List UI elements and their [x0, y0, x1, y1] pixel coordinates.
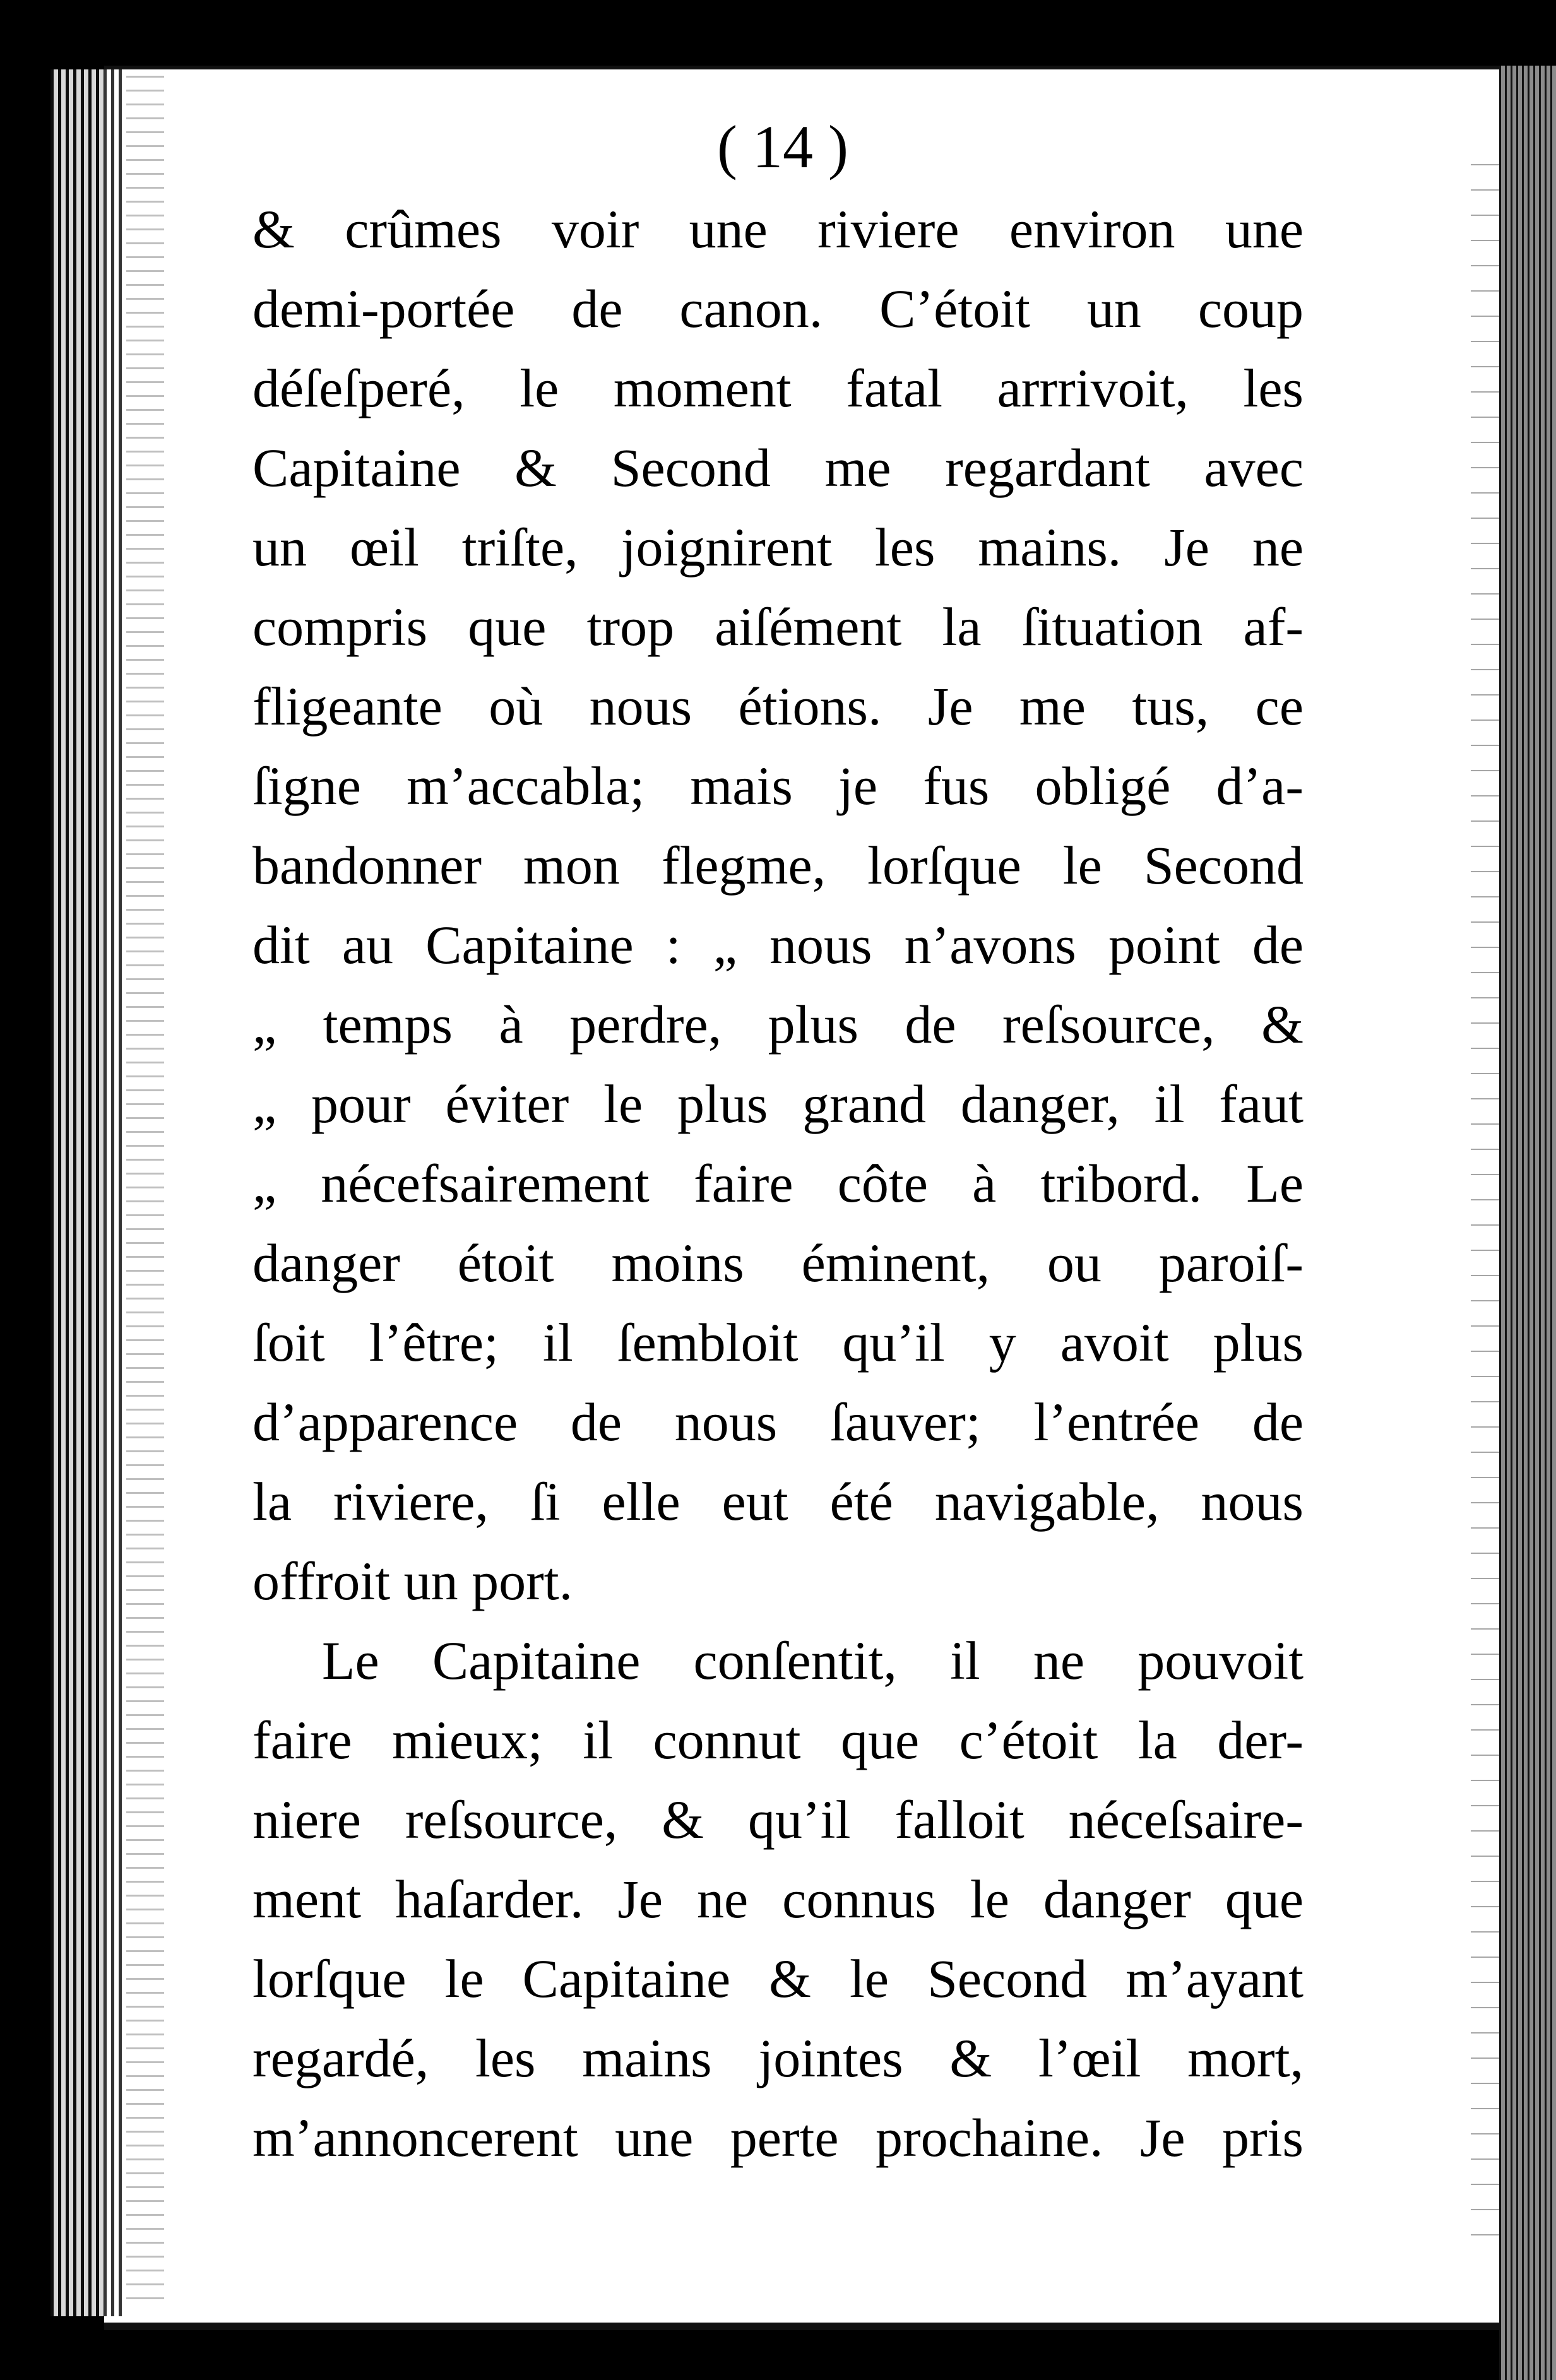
text-line: fligeante où nous étions. Je me tus, ce — [252, 676, 1304, 737]
text-line: niere reſsource, & qu’il falloit néceſsaire- — [252, 1789, 1304, 1850]
text-line: ſigne m’accabla; mais je fus obligé d’a- — [252, 755, 1304, 816]
scan-background — [0, 0, 1556, 66]
text-line: „ pour éviter le plus grand danger, il faut — [252, 1074, 1304, 1134]
text-line: compris que trop aiſément la ſituation af- — [252, 596, 1304, 657]
text-line: ſoit l’être; il ſembloit qu’il y avoit plus — [252, 1312, 1304, 1373]
text-line: regardé, les mains jointes & l’œil mort, — [252, 2028, 1304, 2088]
text-line: „ temps à perdre, plus de reſsource, & — [252, 994, 1304, 1055]
text-line: „ nécefsairement faire côte à tribord. Le — [252, 1153, 1304, 1214]
text-line: la riviere, ſi elle eut été navigable, nous — [252, 1471, 1304, 1532]
page-number: ( 14 ) — [717, 113, 848, 181]
text-line: & crûmes voir une riviere environ une — [252, 199, 1304, 259]
text-line: danger étoit moins éminent, ou paroiſ- — [252, 1233, 1304, 1293]
text-line: déſeſperé, le moment fatal arrrivoit, les — [252, 358, 1304, 418]
page-bottom-edge — [104, 2323, 1499, 2330]
text-line: d’apparence de nous ſauver; l’entrée de — [252, 1392, 1304, 1452]
body-text — [252, 189, 1304, 2177]
page-edges-right — [1499, 66, 1556, 2380]
page-margin-speckle — [1471, 164, 1499, 2247]
text-line: bandonner mon flegme, lorſque le Second — [252, 835, 1304, 896]
text-line: Le Capitaine conſentit, il ne pouvoit — [322, 1630, 1304, 1691]
text-line: offroit un port. — [252, 1551, 573, 1611]
text-line: dit au Capitaine : „ nous n’avons point de — [252, 915, 1304, 975]
page-edges-left — [50, 69, 126, 2316]
text-line: faire mieux; il connut que c’étoit la der- — [252, 1710, 1304, 1770]
text-line: demi-portée de canon. C’étoit un coup — [252, 278, 1304, 339]
text-line: lorſque le Capitaine & le Second m’ayant — [252, 1948, 1304, 2009]
page-gutter-shadow — [126, 76, 164, 2310]
text-line: m’annoncerent une perte prochaine. Je pris — [252, 2107, 1304, 2168]
text-line: un œil triſte, joignirent les mains. Je ne — [252, 517, 1304, 577]
text-line: ment haſarder. Je ne connus le danger que — [252, 1869, 1304, 1929]
text-line: Capitaine & Second me regardant avec — [252, 437, 1304, 498]
